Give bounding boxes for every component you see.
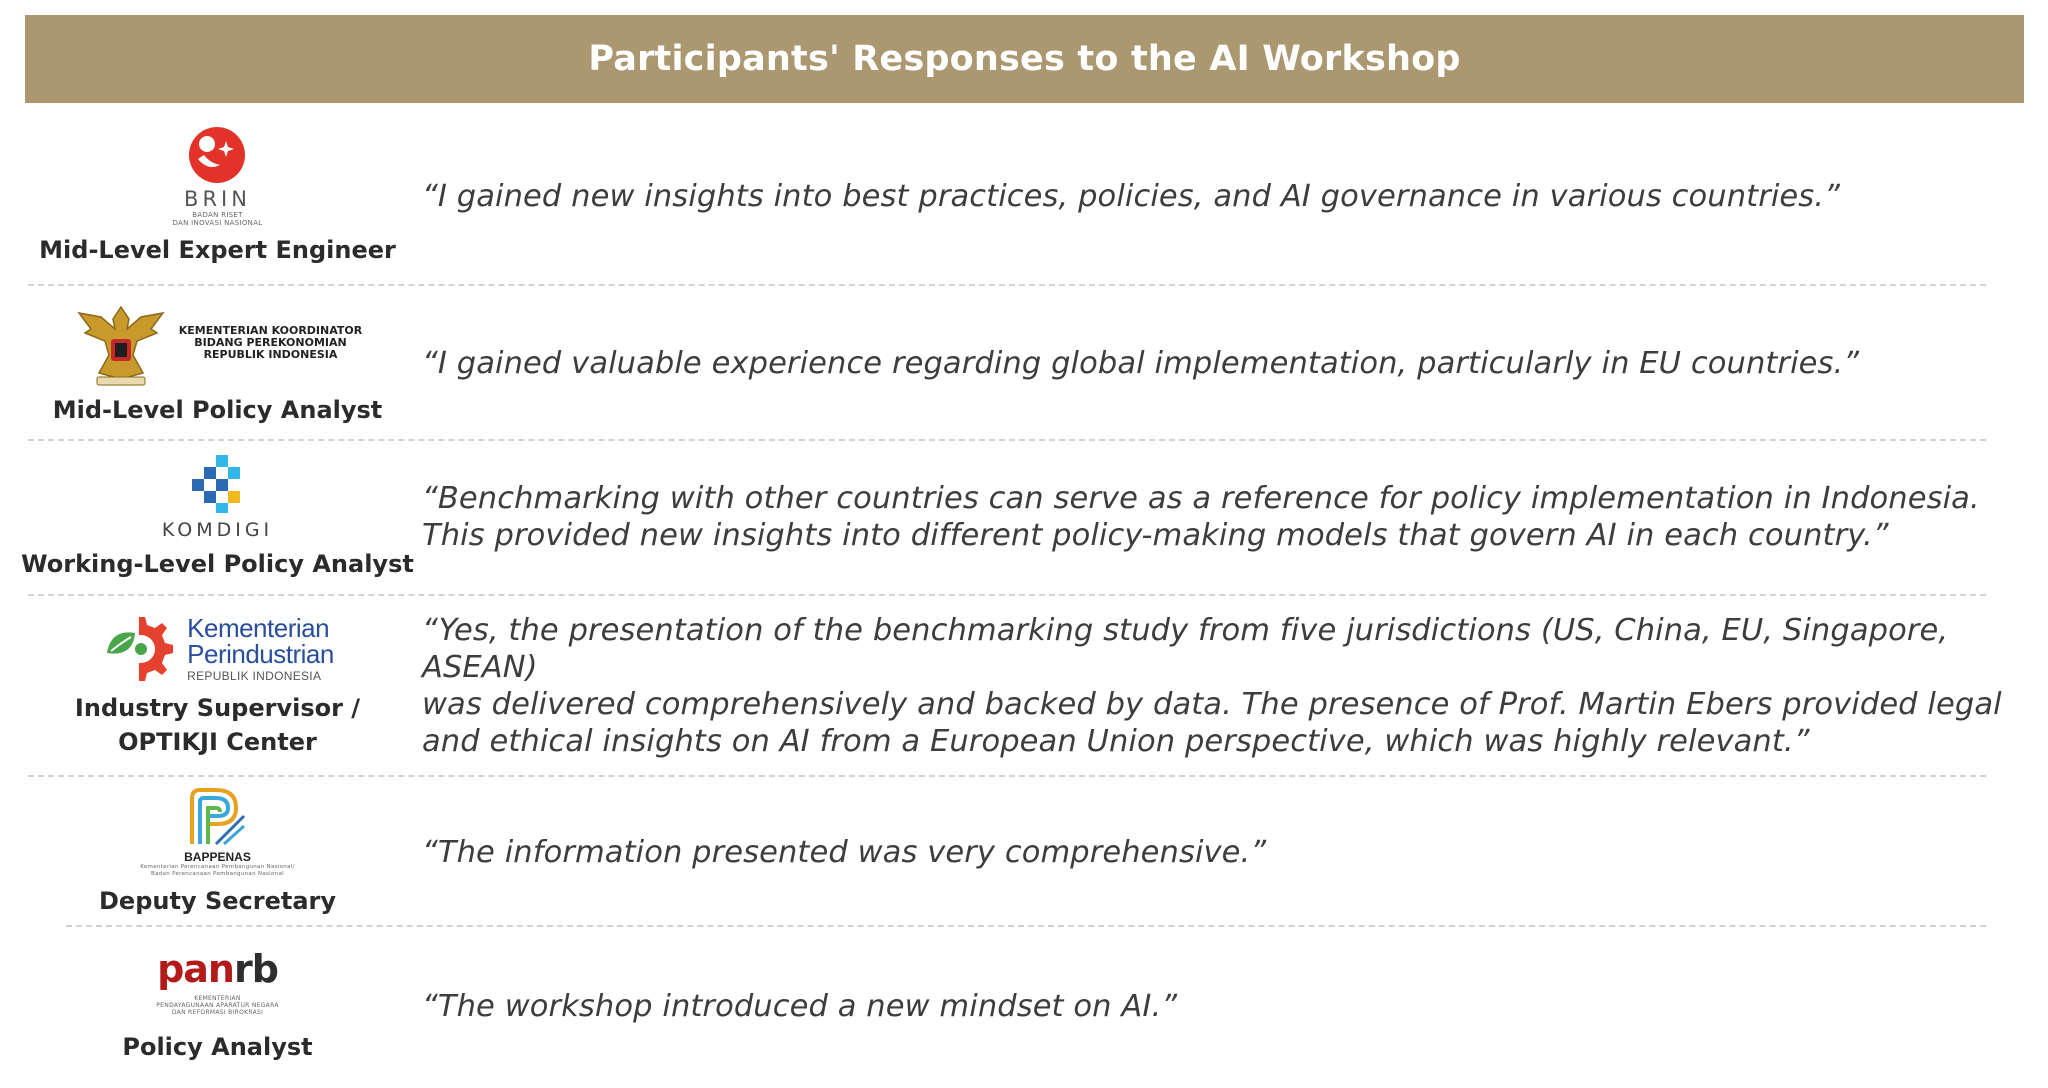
participant-role: Mid-Level Expert Engineer (39, 236, 396, 264)
participant-role: Mid-Level Policy Analyst (52, 396, 383, 424)
bappenas-logo-icon (186, 786, 248, 848)
brin-wordmark: BRIN (184, 187, 251, 211)
row-divider (66, 925, 1986, 927)
participant-role: Policy Analyst (122, 1033, 313, 1061)
participant-role: Working-Level Policy Analyst (21, 550, 414, 578)
panrb-wordmark-pan: pan (157, 947, 234, 991)
bappenas-logo (140, 786, 295, 878)
participant-info (20, 598, 415, 774)
participant-quote: “Yes, the presentation of the benchmarking study from five jurisdictions (US, China, EU, Singapore, ASEAN) was delivered comprehensively and backed by data. The presence of Prof. Martin Ebers provided legal and ethical insights on AI from a European Union perspective, which was highly relevant.” (422, 613, 2002, 759)
participant-quote: “I gained valuable experience regarding global implementation, particularly in EU countries.” (422, 345, 1860, 381)
participant-info (20, 288, 415, 438)
kemenko-wordmark: KEMENTERIAN KOORDINATOR BIDANG PEREKONOMIAN REPUBLIK INDONESIA (178, 324, 363, 361)
response-row-kemenko (0, 288, 2048, 438)
kemenperin-subtitle: REPUBLIK INDONESIA (187, 669, 322, 683)
brin-logo (172, 125, 262, 227)
komdigi-wordmark: KOMDIGI (161, 519, 274, 541)
brin-subtitle: BADAN RISET DAN INOVASI NASIONAL (172, 211, 263, 227)
row-divider (28, 775, 1986, 777)
komdigi-logo-icon (188, 453, 248, 515)
kemenperin-wordmark: Kementerian Perindustrian (187, 613, 334, 669)
brin-logo-icon (186, 125, 248, 185)
participant-role: Industry Supervisor / OPTIKJI Center (74, 694, 361, 756)
participant-quote: “The information presented was very comprehensive.” (422, 834, 1267, 870)
bappenas-subtitle: Kementerian Perencanaan Pembangunan Nasional/ Badan Perencanaan Pembangunan Nasional (140, 864, 295, 877)
panrb-subtitle: KEMENTERIAN PENDAYAGUNAAN APARATUR NEGARA DAN REFORMASI BIROKRASI (156, 995, 279, 1016)
row-divider (28, 594, 1986, 596)
response-row-kemenperin (0, 598, 2048, 774)
panrb-logo (156, 949, 278, 1016)
participant-info (20, 110, 415, 282)
participant-quote: “Benchmarking with other countries can serve as a reference for policy implementation in Indonesia. This provided new insights into different policy-making models that govern AI in each country.” (422, 481, 1980, 553)
participant-info (20, 443, 415, 591)
kemenko-logo (73, 299, 362, 387)
participant-info (20, 929, 415, 1084)
response-row-brin (0, 110, 2048, 282)
row-divider (28, 284, 1986, 286)
participant-quote: “I gained new insights into best practices, policies, and AI governance in various countries.” (422, 178, 1840, 214)
kemenperin-logo (101, 613, 334, 685)
bappenas-wordmark: BAPPENAS (184, 850, 251, 864)
response-row-bappenas (0, 779, 2048, 925)
panrb-wordmark (157, 949, 278, 989)
gear-leaf-icon (101, 613, 177, 685)
response-row-panrb (0, 929, 2048, 1084)
participant-info (20, 779, 415, 925)
participant-role: Deputy Secretary (99, 887, 336, 915)
title-banner (25, 15, 2024, 103)
row-divider (28, 439, 1986, 441)
response-row-komdigi (0, 443, 2048, 591)
panrb-wordmark-rb: rb (233, 947, 278, 991)
garuda-emblem-icon (73, 299, 169, 387)
page-title: Participants' Responses to the AI Workshop (588, 39, 1461, 79)
komdigi-logo (162, 453, 273, 541)
participant-quote: “The workshop introduced a new mindset on AI.” (422, 989, 1178, 1024)
